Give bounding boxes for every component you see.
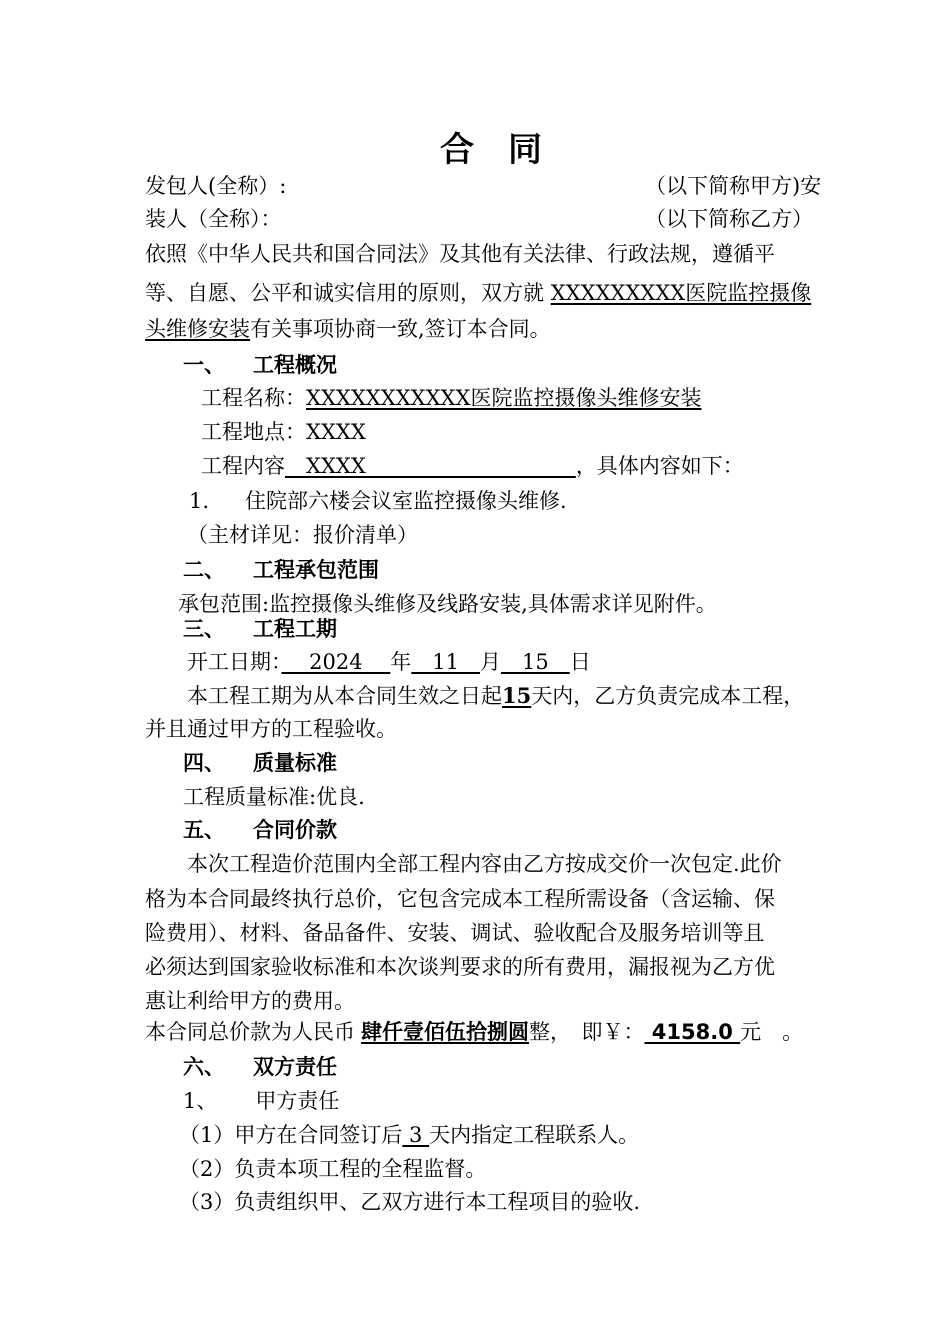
- total-mid: 整， 即￥：: [529, 1020, 645, 1044]
- duration-text-end: 天内，乙方负责完成本工程，: [531, 684, 805, 708]
- total-in-words: 肆仟壹佰伍拾捌圆: [361, 1020, 529, 1044]
- project-location-row: [201, 419, 366, 445]
- section-4-heading: [183, 750, 337, 776]
- section-number: 四、: [183, 751, 225, 775]
- sub-number: 1、: [183, 1089, 218, 1113]
- total-unit: 元 。: [740, 1020, 804, 1044]
- party-a-duties-heading: [183, 1088, 339, 1114]
- project-name-row: [201, 385, 701, 411]
- materials-note: （主材详见：报价清单）: [187, 523, 418, 547]
- total-price-row: [145, 1019, 803, 1045]
- section-title: 双方责任: [253, 1055, 337, 1079]
- project-name-underlined: XXXXXXXXX医院监控摄像: [550, 281, 812, 305]
- scope-text: 承包范围:监控摄像头维修及线路安装,具体需求详见附件。: [178, 592, 717, 616]
- intro-text-end: 有关事项协商一致,签订本合同。: [250, 317, 551, 341]
- duty-text: （1）甲方在合同签订后: [179, 1123, 403, 1147]
- field-label: 工程地点：: [201, 420, 306, 444]
- duration-days: 15: [502, 683, 532, 708]
- section-title: 合同价款: [253, 818, 337, 842]
- section-title: 工程工期: [253, 617, 337, 641]
- field-value: XXXX: [306, 420, 366, 444]
- project-content-row: [201, 453, 744, 479]
- total-label: 本合同总价款为人民币: [145, 1020, 355, 1044]
- section-5-heading: [183, 817, 337, 843]
- section-1-heading: [183, 352, 337, 378]
- start-year: 2024: [281, 650, 391, 674]
- section-number: 二、: [183, 558, 225, 582]
- intro-line-1: 依照《中华人民共和国合同法》及其他有关法律、行政法规，遵循平: [145, 242, 775, 266]
- field-value: XXXXXXXXXXX医院监控摄像头维修安装: [306, 386, 702, 410]
- duration-line-1: [187, 683, 804, 709]
- unit-month: 月: [480, 650, 502, 674]
- field-value: XXXX: [285, 454, 576, 478]
- page-title: 合 同: [440, 130, 542, 170]
- section-2-heading: [183, 557, 379, 583]
- duration-line-2: 并且通过甲方的工程验收。: [145, 717, 397, 741]
- start-date-row: [187, 649, 591, 675]
- field-label: 开工日期：: [187, 650, 282, 674]
- field-label: 工程内容: [201, 454, 285, 478]
- section-title: 工程承包范围: [253, 558, 379, 582]
- section-title: 工程概况: [253, 353, 337, 377]
- field-tail: ，具体内容如下：: [575, 454, 744, 478]
- start-month: 11: [411, 650, 481, 674]
- duty-days: 3: [402, 1123, 430, 1147]
- duty-text-end: 天内指定工程联系人。: [429, 1123, 640, 1147]
- project-name-underlined-cont: 头维修安装: [145, 317, 250, 341]
- duration-text: 本工程工期为从本合同生效之日起: [187, 684, 502, 708]
- price-line-2: 格为本合同最终执行总价，它包含完成本工程所需设备（含运输、保: [145, 887, 775, 911]
- sub-title: 甲方责任: [255, 1089, 340, 1113]
- section-number: 五、: [183, 818, 225, 842]
- unit-year: 年: [390, 650, 412, 674]
- field-label: 工程名称：: [201, 386, 306, 410]
- price-line-3: 险费用）、材料、备品备件、安装、调试、验收配合及服务培训等且: [145, 921, 765, 945]
- section-number: 六、: [183, 1055, 225, 1079]
- intro-line-3: [145, 316, 551, 342]
- party-b-note: （以下简称乙方）: [645, 207, 813, 231]
- item-number: 1.: [189, 489, 210, 513]
- duty-3: （3）负责组织甲、乙双方进行本工程项目的验收.: [179, 1190, 641, 1214]
- section-3-heading: [183, 616, 337, 642]
- total-amount: 4158.0: [644, 1020, 741, 1044]
- party-b-label: 装人（全称）：: [145, 207, 282, 231]
- party-a-label: 发包人(全称）:: [145, 174, 287, 198]
- party-a-note: （以下简称甲方)安: [645, 174, 822, 198]
- section-title: 质量标准: [253, 751, 337, 775]
- price-line-5: 惠让利给甲方的费用。: [145, 989, 355, 1013]
- section-number: 三、: [183, 617, 225, 641]
- duty-2: （2）负责本项工程的全程监督。: [179, 1157, 487, 1181]
- intro-text: 等、自愿、公平和诚实信用的原则，双方就: [145, 281, 551, 305]
- item-text: 住院部六楼会议室监控摄像头维修.: [245, 489, 567, 513]
- section-number: 一、: [183, 353, 225, 377]
- quality-standard-text: 工程质量标准:优良.: [183, 785, 365, 809]
- price-line-1: 本次工程造价范围内全部工程内容由乙方按成交价一次包定.此价: [187, 852, 782, 876]
- content-item-1: [189, 488, 567, 514]
- duty-1: [179, 1122, 639, 1148]
- price-line-4: 必须达到国家验收标准和本次谈判要求的所有费用，漏报视为乙方优: [145, 955, 775, 979]
- intro-line-2: [145, 280, 811, 306]
- start-day: 15: [501, 650, 570, 674]
- section-6-heading: [183, 1054, 337, 1080]
- unit-day: 日: [569, 650, 591, 674]
